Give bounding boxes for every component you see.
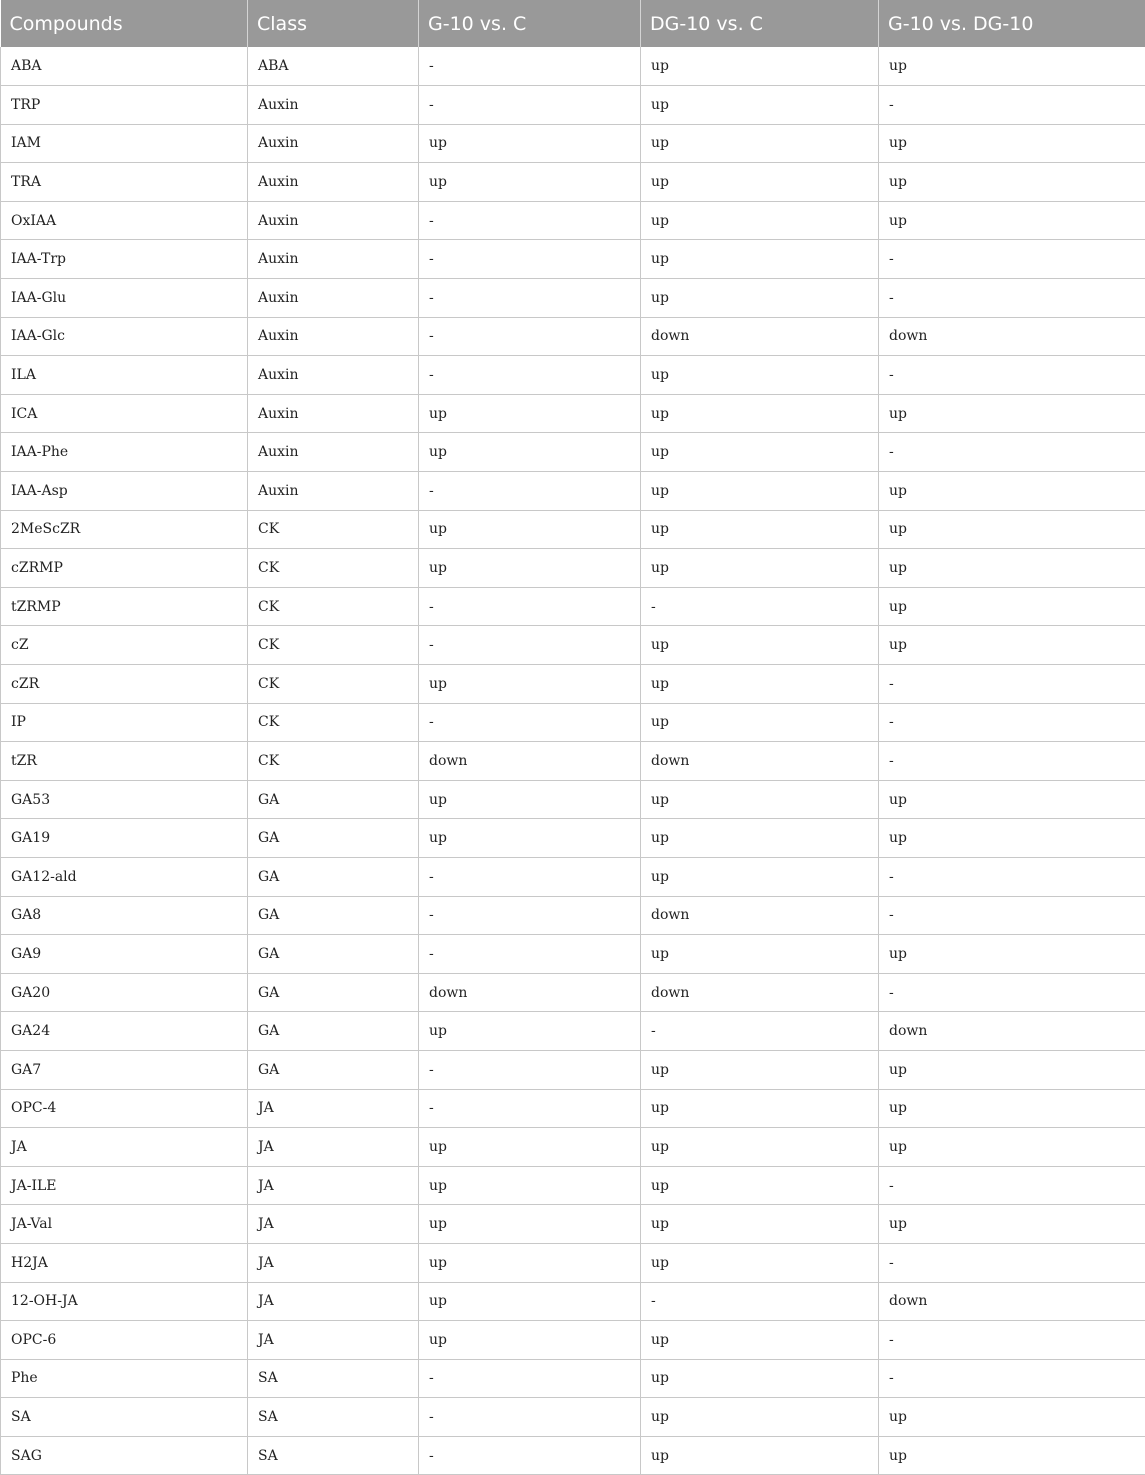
- cell-g10-vs-c: -: [419, 472, 641, 511]
- cell-g10-vs-dg10: -: [879, 665, 1145, 704]
- table-row: [1, 587, 1145, 626]
- cell-class: ABA: [248, 47, 419, 86]
- cell-compound: GA53: [1, 780, 248, 819]
- cell-dg10-vs-c: up: [641, 86, 879, 125]
- cell-dg10-vs-c: up: [641, 356, 879, 395]
- cell-dg10-vs-c: up: [641, 201, 879, 240]
- cell-g10-vs-c: -: [419, 1436, 641, 1475]
- cell-compound: OPC-6: [1, 1321, 248, 1360]
- cell-compound: GA9: [1, 935, 248, 974]
- table-row: [1, 665, 1145, 704]
- cell-g10-vs-c: -: [419, 240, 641, 279]
- table-body: [1, 47, 1145, 1475]
- cell-compound: TRA: [1, 163, 248, 202]
- cell-g10-vs-c: up: [419, 433, 641, 472]
- cell-compound: JA: [1, 1128, 248, 1167]
- table-row: [1, 124, 1145, 163]
- table-row: [1, 510, 1145, 549]
- cell-g10-vs-c: up: [419, 549, 641, 588]
- table-row: [1, 626, 1145, 665]
- cell-g10-vs-dg10: up: [879, 124, 1145, 163]
- cell-g10-vs-c: down: [419, 973, 641, 1012]
- cell-compound: 12-OH-JA: [1, 1282, 248, 1321]
- cell-dg10-vs-c: up: [641, 703, 879, 742]
- cell-g10-vs-dg10: up: [879, 510, 1145, 549]
- cell-dg10-vs-c: -: [641, 1012, 879, 1051]
- table-row: [1, 1128, 1145, 1167]
- cell-g10-vs-c: up: [419, 780, 641, 819]
- cell-class: CK: [248, 510, 419, 549]
- cell-class: SA: [248, 1398, 419, 1437]
- cell-class: Auxin: [248, 317, 419, 356]
- cell-g10-vs-dg10: -: [879, 1359, 1145, 1398]
- cell-g10-vs-dg10: up: [879, 201, 1145, 240]
- table-row: [1, 1436, 1145, 1475]
- cell-g10-vs-c: up: [419, 510, 641, 549]
- cell-dg10-vs-c: up: [641, 510, 879, 549]
- cell-g10-vs-dg10: down: [879, 317, 1145, 356]
- cell-g10-vs-dg10: up: [879, 47, 1145, 86]
- header-dg10-vs-c: DG-10 vs. C: [641, 0, 879, 47]
- cell-class: CK: [248, 703, 419, 742]
- cell-class: CK: [248, 587, 419, 626]
- cell-g10-vs-c: up: [419, 1321, 641, 1360]
- cell-g10-vs-dg10: up: [879, 1050, 1145, 1089]
- cell-dg10-vs-c: up: [641, 394, 879, 433]
- cell-compound: IAA-Phe: [1, 433, 248, 472]
- cell-compound: IAA-Trp: [1, 240, 248, 279]
- cell-dg10-vs-c: up: [641, 1359, 879, 1398]
- cell-class: GA: [248, 973, 419, 1012]
- cell-dg10-vs-c: up: [641, 1243, 879, 1282]
- cell-g10-vs-dg10: down: [879, 1012, 1145, 1051]
- cell-class: JA: [248, 1243, 419, 1282]
- cell-class: GA: [248, 935, 419, 974]
- cell-g10-vs-dg10: up: [879, 549, 1145, 588]
- cell-g10-vs-c: up: [419, 1012, 641, 1051]
- table-row: [1, 549, 1145, 588]
- cell-compound: ILA: [1, 356, 248, 395]
- cell-compound: IAM: [1, 124, 248, 163]
- table-row: [1, 394, 1145, 433]
- cell-g10-vs-c: up: [419, 163, 641, 202]
- cell-g10-vs-dg10: -: [879, 1321, 1145, 1360]
- cell-g10-vs-dg10: -: [879, 1243, 1145, 1282]
- cell-dg10-vs-c: up: [641, 819, 879, 858]
- cell-compound: OPC-4: [1, 1089, 248, 1128]
- cell-compound: JA-ILE: [1, 1166, 248, 1205]
- cell-g10-vs-dg10: -: [879, 279, 1145, 318]
- cell-compound: Phe: [1, 1359, 248, 1398]
- cell-g10-vs-c: -: [419, 587, 641, 626]
- cell-class: SA: [248, 1359, 419, 1398]
- cell-g10-vs-c: up: [419, 665, 641, 704]
- cell-compound: H2JA: [1, 1243, 248, 1282]
- table-header: [1, 0, 1145, 47]
- cell-g10-vs-c: up: [419, 1282, 641, 1321]
- cell-dg10-vs-c: up: [641, 1050, 879, 1089]
- cell-g10-vs-dg10: -: [879, 433, 1145, 472]
- cell-g10-vs-dg10: -: [879, 703, 1145, 742]
- cell-g10-vs-dg10: -: [879, 896, 1145, 935]
- cell-g10-vs-c: up: [419, 819, 641, 858]
- cell-dg10-vs-c: up: [641, 549, 879, 588]
- cell-class: JA: [248, 1166, 419, 1205]
- cell-dg10-vs-c: up: [641, 626, 879, 665]
- table-row: [1, 1089, 1145, 1128]
- cell-g10-vs-c: -: [419, 1050, 641, 1089]
- cell-class: JA: [248, 1205, 419, 1244]
- cell-g10-vs-c: -: [419, 857, 641, 896]
- table-row: [1, 1243, 1145, 1282]
- cell-compound: SAG: [1, 1436, 248, 1475]
- table-row: [1, 819, 1145, 858]
- cell-dg10-vs-c: up: [641, 857, 879, 896]
- table-row: [1, 896, 1145, 935]
- table-row: [1, 1282, 1145, 1321]
- cell-g10-vs-dg10: up: [879, 587, 1145, 626]
- table-row: [1, 433, 1145, 472]
- cell-dg10-vs-c: -: [641, 1282, 879, 1321]
- cell-class: GA: [248, 819, 419, 858]
- cell-g10-vs-dg10: -: [879, 356, 1145, 395]
- cell-class: Auxin: [248, 240, 419, 279]
- cell-g10-vs-dg10: -: [879, 857, 1145, 896]
- cell-compound: ICA: [1, 394, 248, 433]
- cell-class: Auxin: [248, 201, 419, 240]
- cell-dg10-vs-c: up: [641, 935, 879, 974]
- cell-g10-vs-dg10: up: [879, 472, 1145, 511]
- cell-g10-vs-c: -: [419, 1398, 641, 1437]
- header-g10-vs-c: G-10 vs. C: [419, 0, 641, 47]
- cell-g10-vs-c: up: [419, 1166, 641, 1205]
- cell-class: Auxin: [248, 472, 419, 511]
- cell-g10-vs-c: down: [419, 742, 641, 781]
- cell-g10-vs-dg10: -: [879, 1166, 1145, 1205]
- cell-g10-vs-c: -: [419, 935, 641, 974]
- table-row: [1, 1205, 1145, 1244]
- header-class: Class: [248, 0, 419, 47]
- table-row: [1, 1359, 1145, 1398]
- cell-compound: cZR: [1, 665, 248, 704]
- cell-g10-vs-c: -: [419, 1359, 641, 1398]
- cell-dg10-vs-c: up: [641, 163, 879, 202]
- cell-g10-vs-c: -: [419, 703, 641, 742]
- cell-dg10-vs-c: up: [641, 1128, 879, 1167]
- cell-dg10-vs-c: -: [641, 587, 879, 626]
- cell-g10-vs-c: -: [419, 317, 641, 356]
- cell-class: GA: [248, 1050, 419, 1089]
- cell-g10-vs-c: -: [419, 201, 641, 240]
- cell-g10-vs-c: up: [419, 394, 641, 433]
- cell-class: GA: [248, 1012, 419, 1051]
- table-row: [1, 780, 1145, 819]
- table-row: [1, 279, 1145, 318]
- cell-g10-vs-c: up: [419, 1128, 641, 1167]
- cell-dg10-vs-c: up: [641, 665, 879, 704]
- table-row: [1, 356, 1145, 395]
- cell-g10-vs-dg10: up: [879, 780, 1145, 819]
- cell-dg10-vs-c: down: [641, 896, 879, 935]
- cell-compound: tZRMP: [1, 587, 248, 626]
- cell-class: Auxin: [248, 279, 419, 318]
- cell-dg10-vs-c: up: [641, 1398, 879, 1437]
- cell-compound: IP: [1, 703, 248, 742]
- cell-class: GA: [248, 896, 419, 935]
- cell-class: CK: [248, 549, 419, 588]
- cell-g10-vs-dg10: up: [879, 1436, 1145, 1475]
- cell-g10-vs-dg10: up: [879, 935, 1145, 974]
- cell-dg10-vs-c: up: [641, 1321, 879, 1360]
- table-row: [1, 935, 1145, 974]
- cell-g10-vs-dg10: -: [879, 86, 1145, 125]
- cell-compound: JA-Val: [1, 1205, 248, 1244]
- cell-compound: cZ: [1, 626, 248, 665]
- cell-g10-vs-dg10: up: [879, 163, 1145, 202]
- cell-g10-vs-c: up: [419, 124, 641, 163]
- cell-compound: GA8: [1, 896, 248, 935]
- table-row: [1, 703, 1145, 742]
- cell-class: Auxin: [248, 433, 419, 472]
- cell-g10-vs-dg10: -: [879, 742, 1145, 781]
- cell-g10-vs-c: -: [419, 279, 641, 318]
- cell-class: Auxin: [248, 163, 419, 202]
- cell-class: GA: [248, 857, 419, 896]
- cell-class: Auxin: [248, 124, 419, 163]
- table-row: [1, 163, 1145, 202]
- cell-compound: tZR: [1, 742, 248, 781]
- cell-compound: IAA-Glu: [1, 279, 248, 318]
- cell-g10-vs-c: -: [419, 626, 641, 665]
- cell-g10-vs-dg10: -: [879, 240, 1145, 279]
- table-row: [1, 240, 1145, 279]
- cell-compound: SA: [1, 1398, 248, 1437]
- cell-class: CK: [248, 742, 419, 781]
- cell-class: Auxin: [248, 356, 419, 395]
- cell-class: Auxin: [248, 86, 419, 125]
- header-row: [1, 0, 1145, 47]
- cell-compound: GA24: [1, 1012, 248, 1051]
- table-row: [1, 1166, 1145, 1205]
- cell-class: Auxin: [248, 394, 419, 433]
- table-row: [1, 1398, 1145, 1437]
- cell-g10-vs-c: -: [419, 356, 641, 395]
- cell-dg10-vs-c: up: [641, 780, 879, 819]
- cell-g10-vs-dg10: -: [879, 973, 1145, 1012]
- cell-dg10-vs-c: up: [641, 279, 879, 318]
- cell-g10-vs-c: up: [419, 1205, 641, 1244]
- cell-g10-vs-c: -: [419, 47, 641, 86]
- cell-dg10-vs-c: up: [641, 1166, 879, 1205]
- cell-class: JA: [248, 1089, 419, 1128]
- cell-class: JA: [248, 1128, 419, 1167]
- table-row: [1, 201, 1145, 240]
- cell-g10-vs-dg10: up: [879, 394, 1145, 433]
- cell-compound: IAA-Glc: [1, 317, 248, 356]
- table-row: [1, 1321, 1145, 1360]
- table-row: [1, 1050, 1145, 1089]
- cell-dg10-vs-c: up: [641, 433, 879, 472]
- cell-class: SA: [248, 1436, 419, 1475]
- cell-compound: GA19: [1, 819, 248, 858]
- cell-dg10-vs-c: up: [641, 472, 879, 511]
- cell-compound: GA20: [1, 973, 248, 1012]
- cell-compound: cZRMP: [1, 549, 248, 588]
- cell-class: JA: [248, 1282, 419, 1321]
- cell-compound: IAA-Asp: [1, 472, 248, 511]
- cell-dg10-vs-c: up: [641, 1205, 879, 1244]
- cell-g10-vs-dg10: up: [879, 819, 1145, 858]
- cell-g10-vs-dg10: down: [879, 1282, 1145, 1321]
- table-row: [1, 47, 1145, 86]
- cell-compound: ABA: [1, 47, 248, 86]
- cell-dg10-vs-c: up: [641, 47, 879, 86]
- cell-g10-vs-c: up: [419, 1243, 641, 1282]
- cell-dg10-vs-c: up: [641, 1436, 879, 1475]
- cell-compound: GA12-ald: [1, 857, 248, 896]
- cell-g10-vs-dg10: up: [879, 626, 1145, 665]
- cell-dg10-vs-c: down: [641, 742, 879, 781]
- cell-g10-vs-dg10: up: [879, 1089, 1145, 1128]
- cell-g10-vs-dg10: up: [879, 1398, 1145, 1437]
- cell-dg10-vs-c: up: [641, 124, 879, 163]
- table-row: [1, 973, 1145, 1012]
- cell-compound: 2MeScZR: [1, 510, 248, 549]
- cell-class: GA: [248, 780, 419, 819]
- table-row: [1, 742, 1145, 781]
- cell-dg10-vs-c: up: [641, 240, 879, 279]
- cell-g10-vs-dg10: up: [879, 1205, 1145, 1244]
- table-row: [1, 1012, 1145, 1051]
- cell-dg10-vs-c: down: [641, 317, 879, 356]
- cell-g10-vs-c: -: [419, 896, 641, 935]
- table-row: [1, 317, 1145, 356]
- cell-class: CK: [248, 626, 419, 665]
- table-row: [1, 86, 1145, 125]
- header-compounds: Compounds: [1, 0, 248, 47]
- cell-g10-vs-dg10: up: [879, 1128, 1145, 1167]
- cell-dg10-vs-c: up: [641, 1089, 879, 1128]
- cell-g10-vs-c: -: [419, 86, 641, 125]
- table-row: [1, 472, 1145, 511]
- cell-class: CK: [248, 665, 419, 704]
- cell-class: JA: [248, 1321, 419, 1360]
- cell-dg10-vs-c: down: [641, 973, 879, 1012]
- header-g10-vs-dg10: G-10 vs. DG-10: [879, 0, 1145, 47]
- table-row: [1, 857, 1145, 896]
- cell-compound: TRP: [1, 86, 248, 125]
- cell-g10-vs-c: -: [419, 1089, 641, 1128]
- cell-compound: OxIAA: [1, 201, 248, 240]
- cell-compound: GA7: [1, 1050, 248, 1089]
